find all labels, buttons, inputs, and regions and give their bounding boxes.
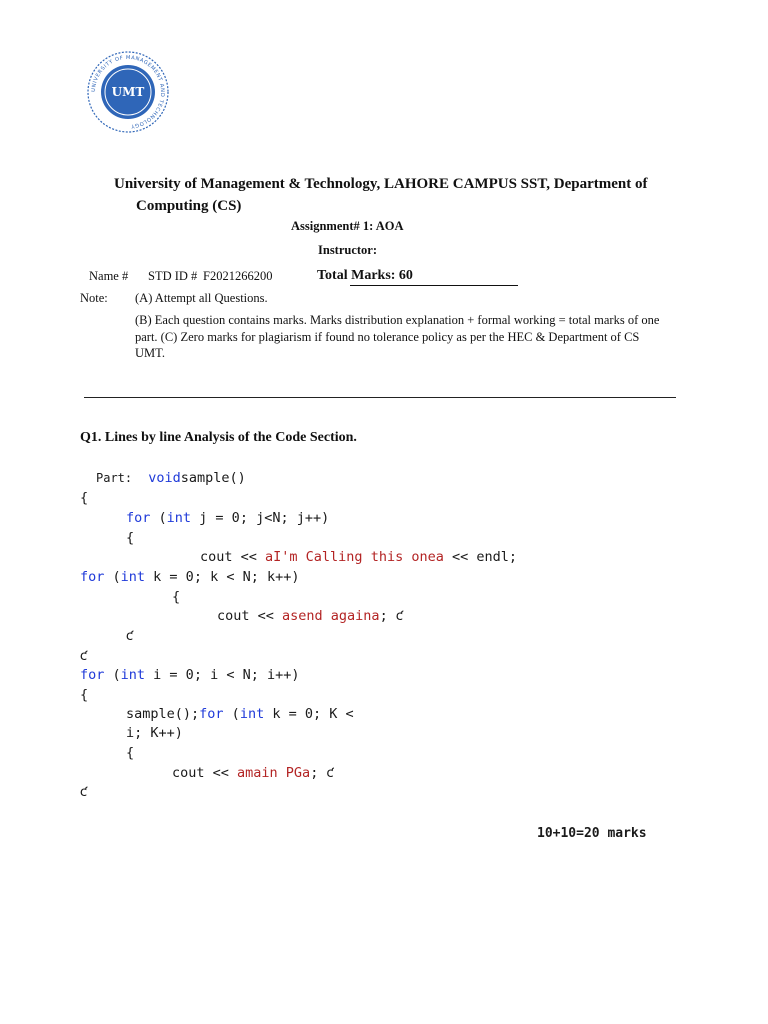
logo-monogram: UMT <box>111 85 145 99</box>
code-text: ( <box>104 667 121 683</box>
instructor-label: Instructor: <box>318 243 378 257</box>
code-text: j = 0; j<N; j++) <box>191 510 330 526</box>
part-label: Part: <box>96 471 133 485</box>
code-keyword: int <box>166 510 192 526</box>
code-line-2: { <box>80 490 89 506</box>
code-line-7: { <box>172 589 181 605</box>
code-line-14: i; K++) <box>126 725 183 741</box>
code-line-16 <box>172 765 335 781</box>
code-line-15: { <box>126 745 135 761</box>
std-id-value: F2021266200 <box>203 269 273 283</box>
total-marks: Total Marks: 60 <box>317 268 413 283</box>
code-text: i = 0; i < N; i++) <box>145 667 300 683</box>
code-line-11 <box>80 667 299 683</box>
code-text: << endl; <box>443 549 517 565</box>
code-line-6 <box>80 569 299 585</box>
code-text: ; ƈ <box>379 608 404 624</box>
assignment-title: Assignment# 1: AOA <box>291 219 404 233</box>
code-keyword: int <box>120 667 146 683</box>
code-keyword: for <box>80 569 105 585</box>
code-line-4: { <box>126 530 135 546</box>
umt-seal-icon <box>86 50 170 134</box>
code-text: k = 0; K < <box>264 706 354 722</box>
university-title: University of Management & Technology, LAHORE CAMPUS SST, Department of <box>114 176 648 192</box>
code-string: aI'm Calling this onea <box>265 549 444 565</box>
code-line-1 <box>96 470 246 486</box>
code-line-13 <box>126 706 354 722</box>
code-line-8 <box>217 608 404 624</box>
code-text: sample() <box>180 470 246 486</box>
code-keyword: void <box>148 470 181 486</box>
total-marks-underline <box>350 285 518 286</box>
std-id-label: STD ID # <box>148 269 198 283</box>
code-string: asend againa <box>282 608 380 624</box>
logo-ring-text: UNIVERSITY OF MANAGEMENT AND TECHNOLOGY <box>90 54 166 129</box>
code-text: ( <box>104 569 121 585</box>
code-line-3 <box>126 510 329 526</box>
code-text: sample(); <box>126 706 200 722</box>
code-keyword: for <box>126 510 151 526</box>
code-string: amain PGa <box>237 765 311 781</box>
code-keyword: int <box>120 569 146 585</box>
department-title: Computing (CS) <box>136 198 242 214</box>
code-text: cout << <box>217 608 283 624</box>
code-text: cout << <box>200 549 266 565</box>
code-line-12: { <box>80 687 89 703</box>
note-item-a: (A) Attempt all Questions. <box>135 291 268 305</box>
question-marks: 10+10=20 marks <box>537 826 647 841</box>
code-keyword: for <box>199 706 224 722</box>
code-text: ; ƈ <box>310 765 335 781</box>
code-text: ( <box>150 510 167 526</box>
code-keyword: for <box>80 667 105 683</box>
code-keyword: int <box>239 706 265 722</box>
name-label: Name # <box>89 269 129 283</box>
note-item-b: (B) Each question contains marks. Marks distribution explanation + formal working = total marks of one part. (C) Zero marks for plagiarism if found no tolerance policy as per the HEC & Department of CS UMT. <box>135 313 660 360</box>
section-divider <box>84 397 676 398</box>
code-text: cout << <box>172 765 238 781</box>
code-line-5 <box>200 549 517 565</box>
university-logo <box>86 50 170 134</box>
code-line-10: ƈ <box>80 648 89 664</box>
note-label: Note: <box>80 291 108 305</box>
code-text: ( <box>223 706 240 722</box>
question-title: Q1. Lines by line Analysis of the Code Section. <box>80 430 357 445</box>
code-line-9: ƈ <box>126 628 135 644</box>
code-line-17: ƈ <box>80 784 89 800</box>
code-text: k = 0; k < N; k++) <box>145 569 300 585</box>
